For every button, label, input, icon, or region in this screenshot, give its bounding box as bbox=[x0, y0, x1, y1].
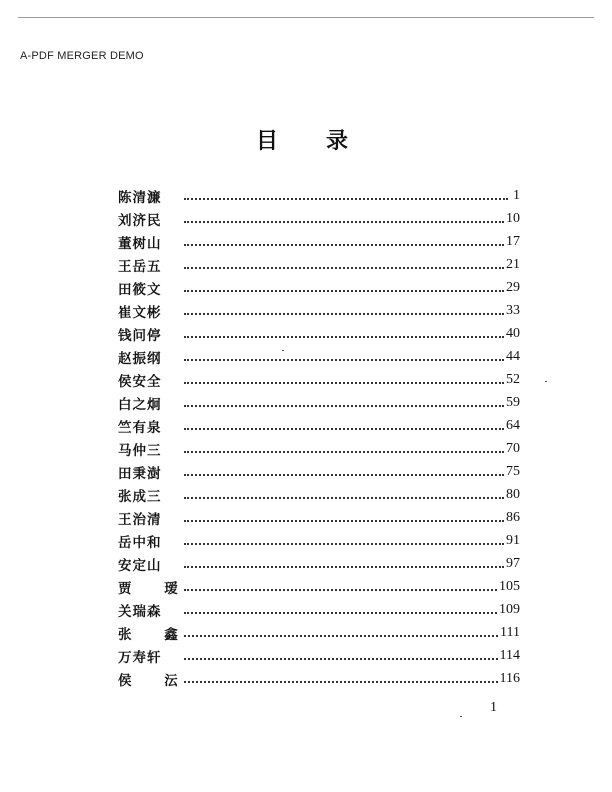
toc-entry-page: 105 bbox=[499, 578, 520, 594]
toc-entry-name: 董树山 bbox=[118, 235, 162, 252]
toc-entry-name: 关瑞森 bbox=[118, 603, 162, 620]
toc-entry-page: 86 bbox=[506, 509, 520, 525]
toc-leader-dots bbox=[184, 244, 504, 246]
toc-entry-name: 王治清 bbox=[118, 511, 162, 528]
toc-entry-name: 岳中和 bbox=[118, 534, 162, 551]
toc-entry-name: 侯安全 bbox=[118, 373, 162, 390]
toc-entry-name: 田筱文 bbox=[118, 281, 162, 298]
toc-entry-name: 侯 沄 bbox=[118, 672, 192, 689]
toc-entry-page: 75 bbox=[506, 463, 520, 479]
toc-entry[interactable] bbox=[118, 184, 520, 207]
toc-entry[interactable] bbox=[118, 460, 520, 483]
toc-entry[interactable] bbox=[118, 437, 520, 460]
toc-entry-page: 17 bbox=[506, 233, 520, 249]
toc-entry-name: 白之炯 bbox=[118, 396, 162, 413]
toc-entry-page: 109 bbox=[499, 601, 520, 617]
toc-entry-name: 安定山 bbox=[118, 557, 162, 574]
toc-leader-dots bbox=[184, 382, 504, 384]
toc-entry[interactable] bbox=[118, 644, 520, 667]
toc-entry[interactable] bbox=[118, 414, 520, 437]
toc-leader-dots bbox=[184, 612, 497, 614]
toc-leader-dots bbox=[184, 635, 498, 637]
toc-entry-name: 马仲三 bbox=[118, 442, 162, 459]
toc-leader-dots bbox=[184, 359, 504, 361]
toc-entry-name: 王岳五 bbox=[118, 258, 162, 275]
toc-entry-page: 33 bbox=[506, 302, 520, 318]
toc-entry-page: 1 bbox=[513, 187, 520, 203]
toc-entry[interactable] bbox=[118, 276, 520, 299]
toc-entry[interactable] bbox=[118, 253, 520, 276]
toc-leader-dots bbox=[184, 405, 504, 407]
toc-entry[interactable] bbox=[118, 552, 520, 575]
toc-entry-page: 21 bbox=[506, 256, 520, 272]
toc-entry-name: 陈清濂 bbox=[118, 189, 162, 206]
toc-entry-name: 崔文彬 bbox=[118, 304, 162, 321]
toc-entry-name: 钱问停 bbox=[118, 327, 162, 344]
toc-entry-name: 田秉澍 bbox=[118, 465, 162, 482]
toc-leader-dots bbox=[184, 428, 504, 430]
toc-entry-name: 刘济民 bbox=[118, 212, 162, 229]
toc-entry-page: 29 bbox=[506, 279, 520, 295]
toc-entry[interactable] bbox=[118, 529, 520, 552]
toc-entry-page: 64 bbox=[506, 417, 520, 433]
toc-entry-page: 80 bbox=[506, 486, 520, 502]
toc-leader-dots bbox=[184, 589, 497, 591]
watermark-label: A-PDF MERGER DEMO bbox=[20, 50, 144, 62]
toc-entry[interactable] bbox=[118, 621, 520, 644]
toc-entry[interactable] bbox=[118, 483, 520, 506]
toc-entry[interactable] bbox=[118, 322, 520, 345]
toc-entry-page: 40 bbox=[506, 325, 520, 341]
toc-entry[interactable] bbox=[118, 391, 520, 414]
toc-entry-page: 114 bbox=[499, 647, 520, 663]
page-title: 目录 bbox=[256, 128, 397, 154]
toc-entry-page: 111 bbox=[500, 624, 520, 640]
toc-entry[interactable] bbox=[118, 575, 520, 598]
toc-leader-dots bbox=[184, 267, 504, 269]
toc-entry-name: 张成三 bbox=[118, 488, 162, 505]
toc-leader-dots bbox=[184, 290, 504, 292]
toc-entry-page: 97 bbox=[506, 555, 520, 571]
toc-entry-name: 张 鑫 bbox=[118, 626, 192, 643]
toc-entry-page: 70 bbox=[506, 440, 520, 456]
toc-leader-dots bbox=[184, 681, 498, 683]
toc-entry[interactable] bbox=[118, 230, 520, 253]
table-of-contents bbox=[118, 184, 520, 690]
toc-entry[interactable] bbox=[118, 506, 520, 529]
page-number: 1 bbox=[490, 700, 497, 715]
toc-leader-dots bbox=[184, 451, 504, 453]
toc-leader-dots bbox=[184, 198, 508, 200]
scan-speck bbox=[460, 716, 462, 717]
toc-leader-dots bbox=[184, 520, 504, 522]
toc-entry[interactable] bbox=[118, 207, 520, 230]
toc-entry-name: 贾 瑷 bbox=[118, 580, 192, 597]
scan-speck bbox=[545, 381, 547, 382]
toc-entry[interactable] bbox=[118, 368, 520, 391]
toc-entry-page: 59 bbox=[506, 394, 520, 410]
toc-entry-page: 44 bbox=[506, 348, 520, 364]
toc-leader-dots bbox=[184, 497, 504, 499]
toc-entry-name: 赵振纲 bbox=[118, 350, 162, 367]
toc-entry-page: 52 bbox=[506, 371, 520, 387]
toc-leader-dots bbox=[184, 221, 504, 223]
toc-entry-page: 91 bbox=[506, 532, 520, 548]
toc-leader-dots bbox=[184, 474, 504, 476]
toc-entry[interactable] bbox=[118, 598, 520, 621]
scan-speck bbox=[282, 350, 284, 351]
toc-entry[interactable] bbox=[118, 345, 520, 368]
toc-entry[interactable] bbox=[118, 667, 520, 690]
toc-entry-name: 竺有泉 bbox=[118, 419, 162, 436]
toc-leader-dots bbox=[184, 566, 504, 568]
toc-entry-page: 116 bbox=[499, 670, 520, 686]
toc-leader-dots bbox=[184, 543, 504, 545]
toc-leader-dots bbox=[184, 336, 504, 338]
toc-entry-name: 万寿轩 bbox=[118, 649, 162, 666]
toc-leader-dots bbox=[184, 658, 498, 660]
toc-leader-dots bbox=[184, 313, 504, 315]
toc-entry[interactable] bbox=[118, 299, 520, 322]
top-rule bbox=[18, 17, 594, 18]
toc-entry-page: 10 bbox=[506, 210, 520, 226]
